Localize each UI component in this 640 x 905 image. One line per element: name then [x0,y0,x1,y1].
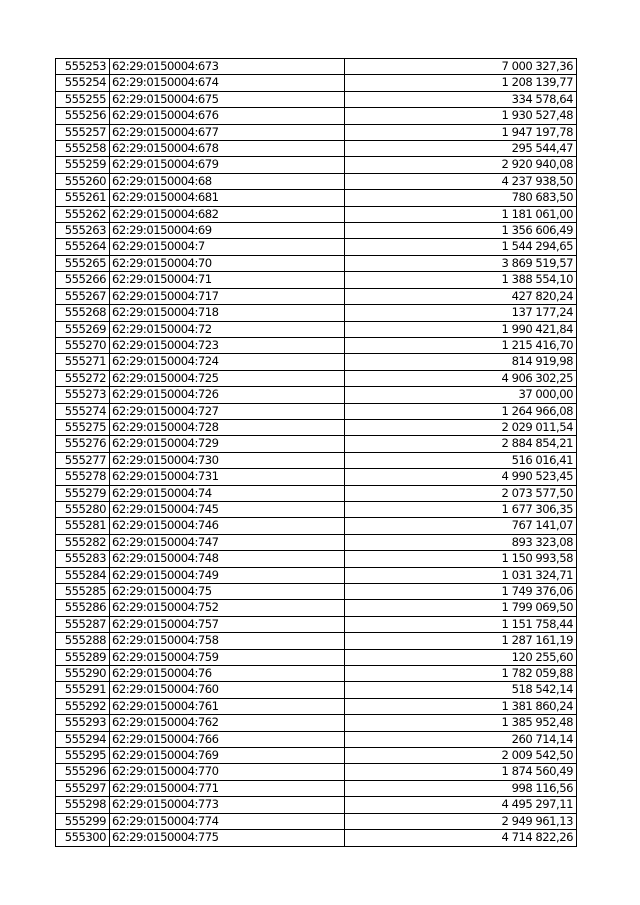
cadastral-number-cell: 62:29:0150004:723 [110,337,345,353]
table-row [56,649,577,665]
table-row [56,780,577,796]
cadastral-number-cell: 62:29:0150004:678 [110,141,345,157]
table-row [56,59,577,75]
cadastral-number-cell: 62:29:0150004:72 [110,321,345,337]
row-number-cell: 555281 [56,518,110,534]
table-row [56,223,577,239]
row-number-cell: 555299 [56,813,110,829]
row-number-cell: 555293 [56,715,110,731]
cadastral-value-cell: 1 150 993,58 [345,551,577,567]
cadastral-number-cell: 62:29:0150004:74 [110,485,345,501]
cadastral-number-cell: 62:29:0150004:766 [110,731,345,747]
row-number-cell: 555272 [56,370,110,386]
cadastral-value-cell: 1 208 139,77 [345,75,577,91]
row-number-cell: 555260 [56,173,110,189]
cadastral-number-cell: 62:29:0150004:69 [110,223,345,239]
cadastral-number-cell: 62:29:0150004:75 [110,584,345,600]
row-number-cell: 555269 [56,321,110,337]
cadastral-number-cell: 62:29:0150004:729 [110,436,345,452]
cadastral-value-cell: 1 151 758,44 [345,616,577,632]
cadastral-value-cell: 334 578,64 [345,91,577,107]
table-row [56,633,577,649]
table-row [56,551,577,567]
cadastral-value-cell: 1 031 324,71 [345,567,577,583]
row-number-cell: 555263 [56,223,110,239]
cadastral-value-cell: 998 116,56 [345,780,577,796]
row-number-cell: 555253 [56,59,110,75]
row-number-cell: 555254 [56,75,110,91]
cadastral-value-cell: 4 990 523,45 [345,469,577,485]
cadastral-number-cell: 62:29:0150004:770 [110,764,345,780]
cadastral-value-cell: 893 323,08 [345,534,577,550]
cadastral-number-cell: 62:29:0150004:728 [110,419,345,435]
table-row [56,731,577,747]
row-number-cell: 555297 [56,780,110,796]
cadastral-value-cell: 1 264 966,08 [345,403,577,419]
table-row [56,370,577,386]
cadastral-number-cell: 62:29:0150004:775 [110,830,345,846]
cadastral-number-cell: 62:29:0150004:752 [110,600,345,616]
table-row [56,419,577,435]
table-row [56,206,577,222]
cadastral-number-cell: 62:29:0150004:774 [110,813,345,829]
table-row [56,337,577,353]
table-row [56,321,577,337]
cadastral-number-cell: 62:29:0150004:749 [110,567,345,583]
table-row [56,600,577,616]
table-row [56,157,577,173]
table-row [56,813,577,829]
table-row [56,190,577,206]
row-number-cell: 555277 [56,452,110,468]
table-row [56,173,577,189]
cadastral-value-cell: 2 073 577,50 [345,485,577,501]
cadastral-number-cell: 62:29:0150004:731 [110,469,345,485]
table-row [56,748,577,764]
row-number-cell: 555275 [56,419,110,435]
row-number-cell: 555282 [56,534,110,550]
cadastral-number-cell: 62:29:0150004:757 [110,616,345,632]
cadastral-number-cell: 62:29:0150004:771 [110,780,345,796]
cadastral-value-cell: 1 356 606,49 [345,223,577,239]
row-number-cell: 555290 [56,666,110,682]
row-number-cell: 555267 [56,288,110,304]
cadastral-value-cell: 427 820,24 [345,288,577,304]
cadastral-number-cell: 62:29:0150004:679 [110,157,345,173]
cadastral-value-cell: 4 714 822,26 [345,830,577,846]
row-number-cell: 555296 [56,764,110,780]
cadastral-value-cell: 120 255,60 [345,649,577,665]
row-number-cell: 555268 [56,305,110,321]
cadastral-value-cell: 1 388 554,10 [345,272,577,288]
cadastral-value-cell: 4 237 938,50 [345,173,577,189]
cadastral-value-cell: 2 884 854,21 [345,436,577,452]
cadastral-number-cell: 62:29:0150004:70 [110,255,345,271]
table-row [56,567,577,583]
row-number-cell: 555298 [56,797,110,813]
cadastral-number-cell: 62:29:0150004:727 [110,403,345,419]
table-row [56,387,577,403]
table-row [56,452,577,468]
table-row [56,797,577,813]
cadastral-value-cell: 4 495 297,11 [345,797,577,813]
table-row [56,124,577,140]
table-row [56,354,577,370]
table-row [56,715,577,731]
row-number-cell: 555257 [56,124,110,140]
cadastral-number-cell: 62:29:0150004:758 [110,633,345,649]
cadastral-value-cell: 1 544 294,65 [345,239,577,255]
cadastral-value-cell: 1 181 061,00 [345,206,577,222]
row-number-cell: 555284 [56,567,110,583]
cadastral-number-cell: 62:29:0150004:759 [110,649,345,665]
cadastral-number-cell: 62:29:0150004:674 [110,75,345,91]
cadastral-value-cell: 518 542,14 [345,682,577,698]
table-row [56,616,577,632]
row-number-cell: 555294 [56,731,110,747]
cadastral-value-cell: 1 385 952,48 [345,715,577,731]
table-row [56,830,577,846]
row-number-cell: 555273 [56,387,110,403]
row-number-cell: 555289 [56,649,110,665]
row-number-cell: 555266 [56,272,110,288]
cadastral-number-cell: 62:29:0150004:675 [110,91,345,107]
row-number-cell: 555287 [56,616,110,632]
cadastral-value-cell: 7 000 327,36 [345,59,577,75]
row-number-cell: 555255 [56,91,110,107]
cadastral-value-cell: 1 874 560,49 [345,764,577,780]
table-row [56,91,577,107]
row-number-cell: 555280 [56,501,110,517]
table-row [56,141,577,157]
cadastral-value-cell: 295 544,47 [345,141,577,157]
cadastral-number-cell: 62:29:0150004:773 [110,797,345,813]
cadastral-number-cell: 62:29:0150004:673 [110,59,345,75]
row-number-cell: 555283 [56,551,110,567]
row-number-cell: 555300 [56,830,110,846]
table-row [56,518,577,534]
cadastral-number-cell: 62:29:0150004:677 [110,124,345,140]
cadastral-number-cell: 62:29:0150004:730 [110,452,345,468]
row-number-cell: 555270 [56,337,110,353]
table-row [56,666,577,682]
table-row [56,682,577,698]
table-row [56,764,577,780]
cadastral-number-cell: 62:29:0150004:746 [110,518,345,534]
table-row [56,501,577,517]
table-row [56,436,577,452]
row-number-cell: 555256 [56,108,110,124]
row-number-cell: 555279 [56,485,110,501]
cadastral-value-table [55,58,577,847]
table-row [56,75,577,91]
row-number-cell: 555285 [56,584,110,600]
cadastral-number-cell: 62:29:0150004:726 [110,387,345,403]
row-number-cell: 555276 [56,436,110,452]
cadastral-value-cell: 2 920 940,08 [345,157,577,173]
cadastral-number-cell: 62:29:0150004:68 [110,173,345,189]
table-row [56,108,577,124]
cadastral-number-cell: 62:29:0150004:748 [110,551,345,567]
cadastral-number-cell: 62:29:0150004:761 [110,698,345,714]
cadastral-value-cell: 137 177,24 [345,305,577,321]
table-row [56,305,577,321]
cadastral-value-cell: 780 683,50 [345,190,577,206]
table-row [56,485,577,501]
cadastral-number-cell: 62:29:0150004:76 [110,666,345,682]
cadastral-value-cell: 1 749 376,06 [345,584,577,600]
table-row [56,698,577,714]
cadastral-value-cell: 2 029 011,54 [345,419,577,435]
document-page [55,58,577,847]
cadastral-value-cell: 1 799 069,50 [345,600,577,616]
cadastral-number-cell: 62:29:0150004:762 [110,715,345,731]
table-row [56,288,577,304]
cadastral-value-cell: 3 869 519,57 [345,255,577,271]
cadastral-value-cell: 516 016,41 [345,452,577,468]
cadastral-number-cell: 62:29:0150004:725 [110,370,345,386]
cadastral-number-cell: 62:29:0150004:717 [110,288,345,304]
row-number-cell: 555291 [56,682,110,698]
cadastral-number-cell: 62:29:0150004:71 [110,272,345,288]
table-body [56,59,577,847]
cadastral-number-cell: 62:29:0150004:769 [110,748,345,764]
cadastral-value-cell: 767 141,07 [345,518,577,534]
cadastral-value-cell: 2 009 542,50 [345,748,577,764]
cadastral-value-cell: 4 906 302,25 [345,370,577,386]
row-number-cell: 555258 [56,141,110,157]
row-number-cell: 555286 [56,600,110,616]
cadastral-value-cell: 1 990 421,84 [345,321,577,337]
row-number-cell: 555262 [56,206,110,222]
cadastral-value-cell: 1 287 161,19 [345,633,577,649]
row-number-cell: 555264 [56,239,110,255]
cadastral-value-cell: 1 215 416,70 [345,337,577,353]
cadastral-number-cell: 62:29:0150004:676 [110,108,345,124]
row-number-cell: 555261 [56,190,110,206]
table-row [56,469,577,485]
table-row [56,255,577,271]
cadastral-value-cell: 1 782 059,88 [345,666,577,682]
row-number-cell: 555295 [56,748,110,764]
cadastral-value-cell: 2 949 961,13 [345,813,577,829]
cadastral-number-cell: 62:29:0150004:724 [110,354,345,370]
cadastral-number-cell: 62:29:0150004:682 [110,206,345,222]
table-row [56,272,577,288]
cadastral-value-cell: 1 930 527,48 [345,108,577,124]
cadastral-value-cell: 1 381 860,24 [345,698,577,714]
row-number-cell: 555271 [56,354,110,370]
row-number-cell: 555265 [56,255,110,271]
table-row [56,239,577,255]
cadastral-number-cell: 62:29:0150004:747 [110,534,345,550]
cadastral-number-cell: 62:29:0150004:681 [110,190,345,206]
cadastral-value-cell: 260 714,14 [345,731,577,747]
cadastral-value-cell: 1 677 306,35 [345,501,577,517]
cadastral-number-cell: 62:29:0150004:7 [110,239,345,255]
cadastral-number-cell: 62:29:0150004:718 [110,305,345,321]
table-row [56,403,577,419]
cadastral-number-cell: 62:29:0150004:760 [110,682,345,698]
cadastral-value-cell: 37 000,00 [345,387,577,403]
table-row [56,534,577,550]
row-number-cell: 555259 [56,157,110,173]
row-number-cell: 555292 [56,698,110,714]
cadastral-number-cell: 62:29:0150004:745 [110,501,345,517]
cadastral-value-cell: 814 919,98 [345,354,577,370]
table-row [56,584,577,600]
row-number-cell: 555288 [56,633,110,649]
row-number-cell: 555278 [56,469,110,485]
cadastral-value-cell: 1 947 197,78 [345,124,577,140]
row-number-cell: 555274 [56,403,110,419]
